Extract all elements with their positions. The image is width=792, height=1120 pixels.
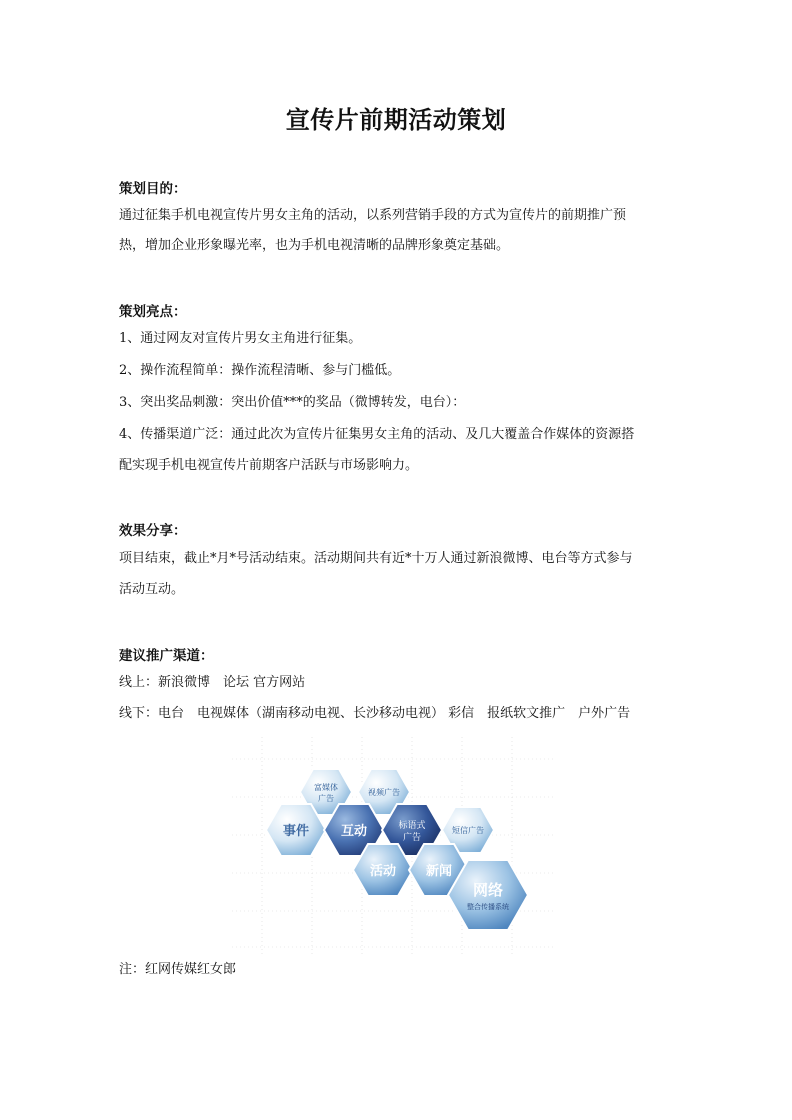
results-line-2: 活动互动。 <box>119 582 185 597</box>
purpose-line-2: 热，增加企业形象曝光率，也为手机电视清晰的品牌形象奠定基础。 <box>119 238 510 253</box>
highlight-line-1: 1、通过网友对宣传片男女主角进行征集。 <box>119 331 362 346</box>
svg-text:标语式: 标语式 <box>398 821 426 831</box>
svg-text:事件: 事件 <box>282 824 310 839</box>
svg-text:网络: 网络 <box>472 881 504 899</box>
svg-text:广告: 广告 <box>402 833 422 843</box>
highlight-line-3: 3、突出奖品刺激：突出价值***的奖品（微博转发，电台）： <box>119 395 466 410</box>
svg-text:短信广告: 短信广告 <box>452 826 484 835</box>
svg-text:视频广告: 视频广告 <box>368 788 400 797</box>
highlight-line-4: 4、传播渠道广泛：通过此次为宣传片征集男女主角的活动、及几大覆盖合作媒体的资源搭 <box>119 427 635 442</box>
svg-text:互动: 互动 <box>340 824 368 839</box>
channels-online: 线上：新浪微博 论坛 官方网站 <box>119 675 306 690</box>
page-title: 宣传片前期活动策划 <box>285 106 507 134</box>
heading-channels: 建议推广渠道： <box>119 648 214 664</box>
heading-highlights: 策划亮点： <box>119 304 187 320</box>
channels-offline: 线下：电台 电视媒体（湖南移动电视、长沙移动电视） 彩信 报纸软文推广 户外广告 <box>119 706 631 721</box>
svg-text:新闻: 新闻 <box>425 864 453 879</box>
svg-text:活动: 活动 <box>369 864 397 879</box>
footnote: 注：红网传媒红女郎 <box>119 962 237 977</box>
highlight-line-2: 2、操作流程简单：操作流程清晰、参与门槛低。 <box>119 363 401 378</box>
purpose-line-1: 通过征集手机电视宣传片男女主角的活动，以系列营销手段的方式为宣传片的前期推广预 <box>119 208 627 223</box>
heading-purpose: 策划目的： <box>119 181 187 197</box>
svg-text:整合传播系统: 整合传播系统 <box>467 903 509 911</box>
heading-results: 效果分享： <box>119 523 187 539</box>
results-line-1: 项目结束，截止*月*号活动结束。活动期间共有近*十万人通过新浪微博、电台等方式参与 <box>119 551 633 566</box>
svg-text:广告: 广告 <box>318 794 334 803</box>
highlight-line-5: 配实现手机电视宣传片前期客户活跃与市场影响力。 <box>119 458 419 473</box>
svg-text:富媒体: 富媒体 <box>314 783 338 792</box>
media-hexagon-graphic <box>232 737 554 955</box>
